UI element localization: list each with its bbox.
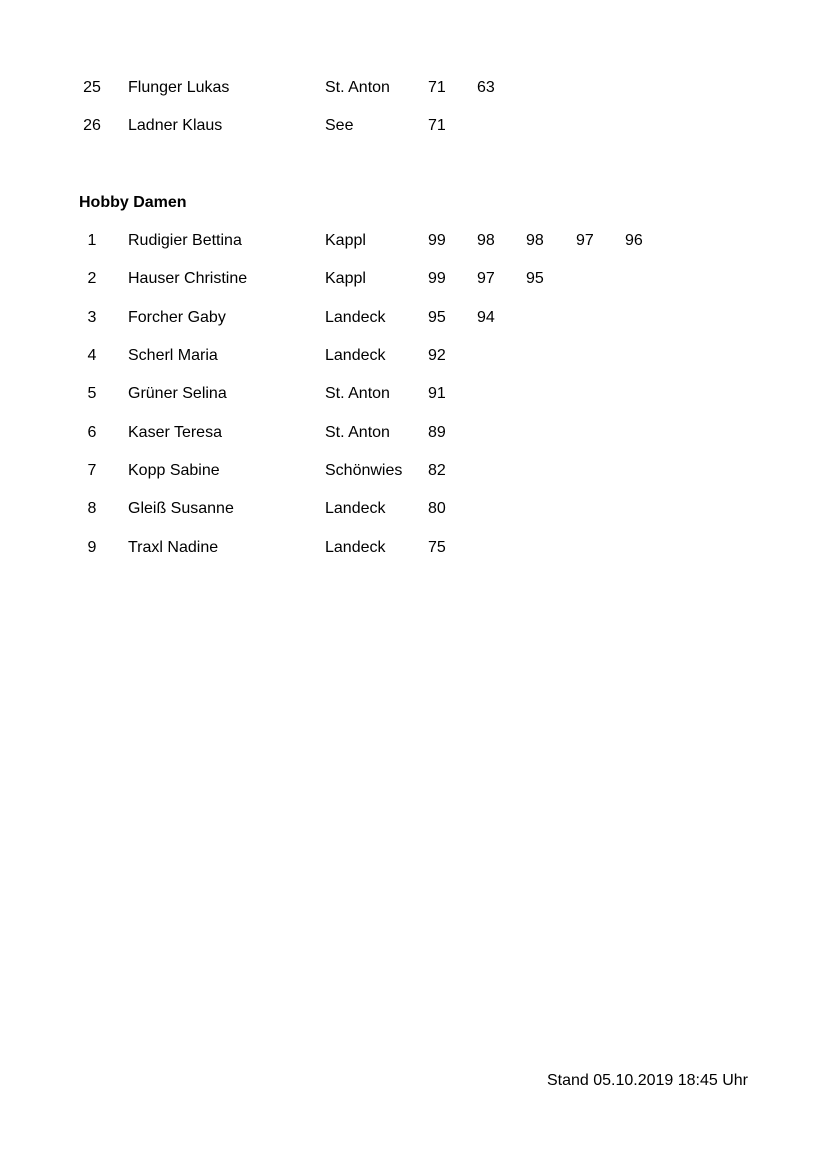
score-cell: 99: [428, 232, 446, 249]
score-cell: 89: [428, 424, 446, 441]
rank-cell: 25: [83, 79, 101, 96]
club-cell: Landeck: [325, 309, 386, 326]
name-cell: Hauser Christine: [128, 270, 248, 287]
table-row: [0, 269, 827, 289]
name-cell: Kopp Sabine: [128, 462, 220, 479]
rank-cell: 4: [87, 347, 97, 364]
club-cell: St. Anton: [325, 385, 390, 402]
name-cell: Kaser Teresa: [128, 424, 222, 441]
club-cell: Landeck: [325, 347, 386, 364]
score-cell: 94: [477, 309, 495, 326]
score-cell: 97: [477, 270, 495, 287]
table-row: [0, 538, 827, 558]
score-cell: 96: [625, 232, 643, 249]
name-cell: Scherl Maria: [128, 347, 218, 364]
table-row: [0, 499, 827, 519]
rank-cell: 7: [87, 462, 97, 479]
name-cell: Rudigier Bettina: [128, 232, 242, 249]
score-cell: 95: [428, 309, 446, 326]
rank-cell: 8: [87, 500, 97, 517]
table-row: [0, 461, 827, 481]
club-cell: Kappl: [325, 232, 366, 249]
name-cell: Traxl Nadine: [128, 539, 219, 556]
rank-cell: 6: [87, 424, 97, 441]
score-cell: 82: [428, 462, 446, 479]
club-cell: Kappl: [325, 270, 366, 287]
table-row: [0, 384, 827, 404]
name-cell: Flunger Lukas: [128, 79, 230, 96]
rank-cell: 3: [87, 309, 97, 326]
score-cell: 99: [428, 270, 446, 287]
score-cell: 95: [526, 270, 544, 287]
score-cell: 71: [428, 117, 446, 134]
score-cell: 75: [428, 539, 446, 556]
stand-timestamp: Stand 05.10.2019 18:45 Uhr: [546, 1072, 748, 1089]
table-row: [0, 308, 827, 328]
name-cell: Ladner Klaus: [128, 117, 223, 134]
club-cell: St. Anton: [325, 424, 390, 441]
rank-cell: 2: [87, 270, 97, 287]
rank-cell: 5: [87, 385, 97, 402]
rank-cell: 26: [83, 117, 101, 134]
score-cell: 71: [428, 79, 446, 96]
club-cell: Landeck: [325, 539, 386, 556]
club-cell: Schönwies: [325, 462, 403, 479]
club-cell: Landeck: [325, 500, 386, 517]
table-row: [0, 231, 827, 251]
score-cell: 63: [477, 79, 495, 96]
name-cell: Grüner Selina: [128, 385, 227, 402]
table-row: [0, 423, 827, 443]
rank-cell: 1: [87, 232, 97, 249]
table-row: [0, 116, 827, 136]
name-cell: Forcher Gaby: [128, 309, 226, 326]
score-cell: 92: [428, 347, 446, 364]
club-cell: See: [325, 117, 354, 134]
score-cell: 98: [526, 232, 544, 249]
score-cell: 91: [428, 385, 446, 402]
club-cell: St. Anton: [325, 79, 390, 96]
score-cell: 98: [477, 232, 495, 249]
table-row: [0, 78, 827, 98]
name-cell: Gleiß Susanne: [128, 500, 234, 517]
table-row: [0, 346, 827, 366]
section-heading: Hobby Damen: [79, 194, 187, 211]
rank-cell: 9: [87, 539, 97, 556]
score-cell: 97: [576, 232, 594, 249]
score-cell: 80: [428, 500, 446, 517]
